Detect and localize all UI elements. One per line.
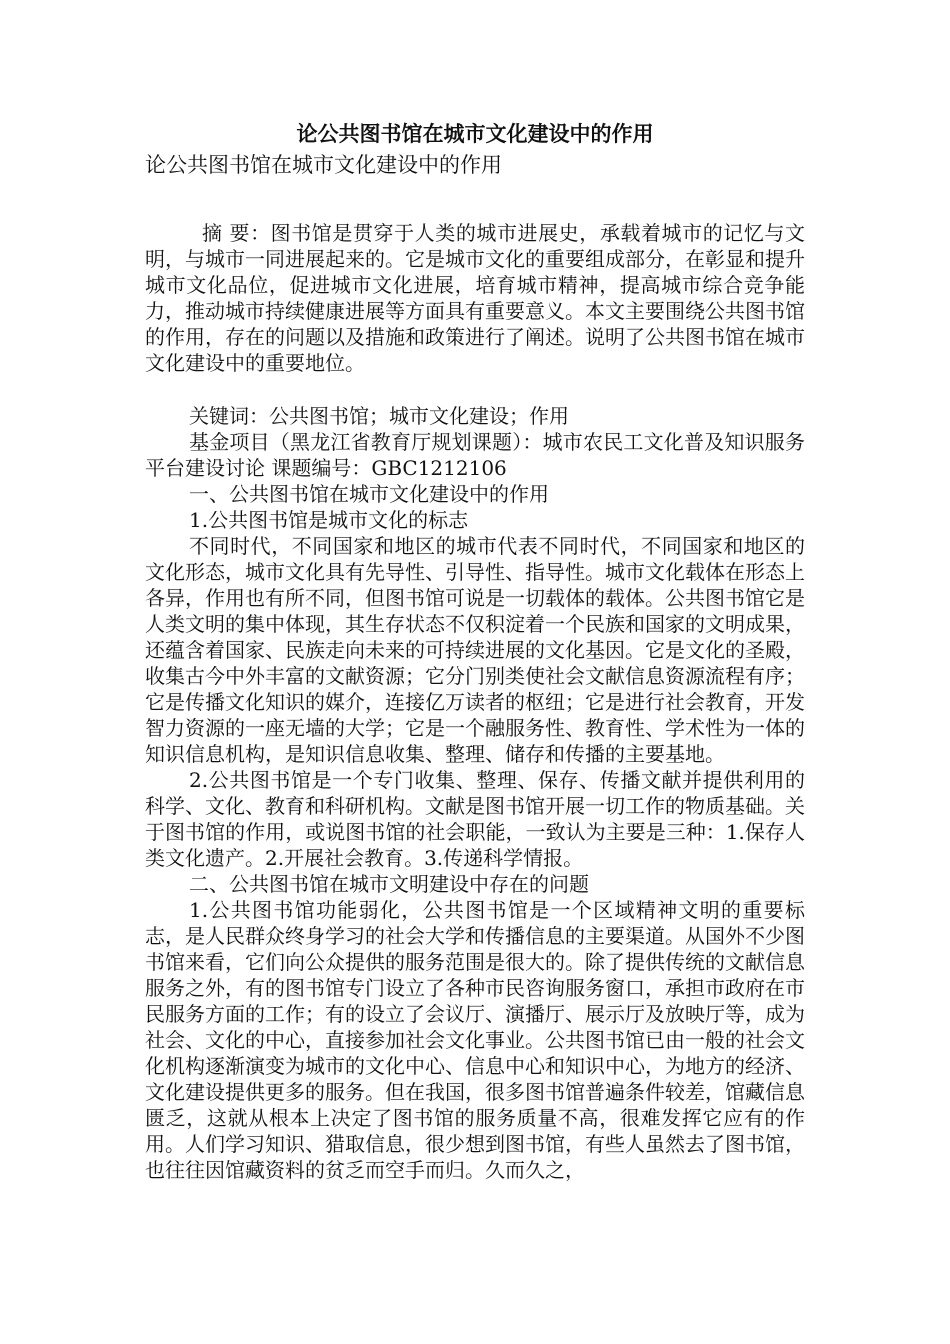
subsection-heading-1-1: 1.公共图书馆是城市文化的标志 — [189, 508, 469, 532]
body-paragraph-1-1: 不同时代，不同国家和地区的城市代表不同时代，不同国家和地区的文化形态，城市文化具有先导性、引导性、指导性。城市文化载体在形态上各异，作用也有所不同，但图书馆可说是一切载体的载体。公共图书馆它是人类文明的集中体现，其生存状态不仅积淀着一个民族和国家的文明成果，还蕴含着国家、民族走向未来的可持续进展的文化基因。它是文化的圣殿，收集古今中外丰富的文献资源；它分门别类使社会文献信息资源流程有序；它是传播文化知识的媒介，连接亿万读者的枢纽；它是进行社会教育，开发智力资源的一座无墙的大学；它是一个融服务性、教育性、学术性为一体的知识信息机构，是知识信息收集、整理、储存和传播的主要基地。 — [145, 534, 805, 766]
document-subtitle: 论公共图书馆在城市文化建设中的作用 — [145, 153, 502, 177]
keywords-line: 关键词：公共图书馆；城市文化建设；作用 — [189, 404, 569, 428]
document-page — [145, 118, 805, 1183]
section-heading-2: 二、公共图书馆在城市文明建设中存在的问题 — [189, 872, 589, 896]
abstract-paragraph: 摘 要：图书馆是贯穿于人类的城市进展史，承载着城市的记忆与文明，与城市一同进展起来的。它是城市文化的重要组成部分，在彰显和提升城市文化品位，促进城市文化进展，培育城市精神，提高城市综合竞争能力，推动城市持续健康进展等方面具有重要意义。本文主要围绕公共图书馆的作用，存在的问题以及措施和政策进行了阐述。说明了公共图书馆在城市文化建设中的重要地位。 — [145, 221, 805, 375]
body-paragraph-1-2: 2.公共图书馆是一个专门收集、整理、保存、传播文献并提供利用的科学、文化、教育和科研机构。文献是图书馆开展一切工作的物质基础。关于图书馆的作用，或说图书馆的社会职能，一致认为主要是三种：1.保存人类文化遗产。2.开展社会教育。3.传递科学情报。 — [145, 768, 805, 870]
fund-paragraph: 基金项目（黑龙江省教育厅规划课题）：城市农民工文化普及知识服务平台建设讨论 课题编号：GBC1212106 — [145, 430, 805, 480]
document-title: 论公共图书馆在城市文化建设中的作用 — [296, 121, 654, 146]
body-paragraph-2-1: 1.公共图书馆功能弱化，公共图书馆是一个区域精神文明的重要标志，是人民群众终身学习的社会大学和传播信息的主要渠道。从国外不少图书馆来看，它们向公众提供的服务范围是很大的。除了提供传统的文献信息服务之外，有的图书馆专门设立了各种市民咨询服务窗口，承担市政府在市民服务方面的工作；有的设立了会议厅、演播厅、展示厅及放映厅等，成为社会、文化的中心，直接参加社会文化事业。公共图书馆已由一般的社会文化机构逐渐演变为城市的文化中心、信息中心和知识中心，为地方的经济、文化建设提供更多的服务。但在我国，很多图书馆普遍条件较差，馆藏信息匮乏，这就从根本上决定了图书馆的服务质量不高，很难发挥它应有的作用。人们学习知识、猎取信息，很少想到图书馆，有些人虽然去了图书馆，也往往因馆藏资料的贫乏而空手而归。久而久之， — [145, 898, 805, 1182]
section-heading-1: 一、公共图书馆在城市文化建设中的作用 — [189, 482, 549, 506]
